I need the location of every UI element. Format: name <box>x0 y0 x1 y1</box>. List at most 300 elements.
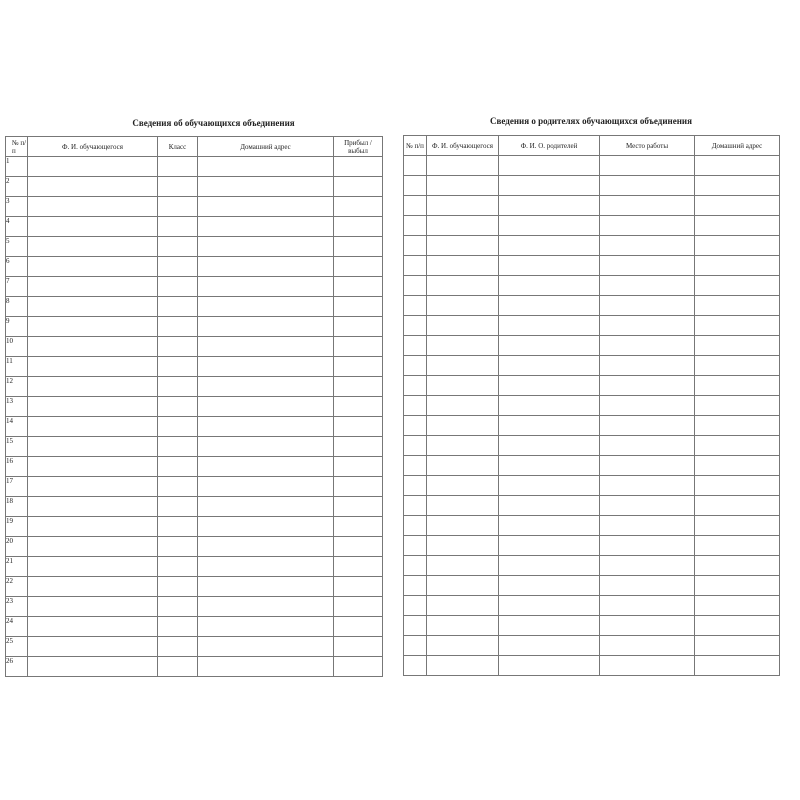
parent-names-cell[interactable] <box>499 156 600 176</box>
arrived-left-cell[interactable] <box>334 437 383 457</box>
parent-names-cell[interactable] <box>499 336 600 356</box>
column-header-workplace: Место работы <box>600 136 695 156</box>
students-header-row <box>6 137 383 157</box>
table-row <box>6 337 383 357</box>
table-row <box>6 257 383 277</box>
student-name-cell[interactable] <box>28 457 158 477</box>
parent-names-cell[interactable] <box>499 456 600 476</box>
home-address-cell[interactable] <box>198 557 334 577</box>
student-name-cell[interactable] <box>427 236 499 256</box>
number-cell[interactable] <box>404 216 427 236</box>
workplace-cell[interactable] <box>600 336 695 356</box>
class-cell[interactable] <box>158 617 198 637</box>
home-address-cell[interactable] <box>695 536 780 556</box>
class-cell[interactable] <box>158 497 198 517</box>
arrived-left-cell[interactable] <box>334 217 383 237</box>
student-name-cell[interactable] <box>28 657 158 677</box>
table-row <box>6 497 383 517</box>
table-row <box>6 297 383 317</box>
class-cell[interactable] <box>158 657 198 677</box>
workplace-cell[interactable] <box>600 596 695 616</box>
student-name-cell[interactable] <box>28 397 158 417</box>
student-name-cell[interactable] <box>28 217 158 237</box>
number-cell[interactable] <box>404 256 427 276</box>
home-address-cell[interactable] <box>695 356 780 376</box>
number-cell[interactable] <box>404 176 427 196</box>
parent-names-cell[interactable] <box>499 276 600 296</box>
home-address-cell[interactable] <box>198 197 334 217</box>
home-address-cell[interactable] <box>695 416 780 436</box>
student-name-cell[interactable] <box>427 416 499 436</box>
student-name-cell[interactable] <box>28 157 158 177</box>
home-address-cell[interactable] <box>198 577 334 597</box>
home-address-cell[interactable] <box>198 257 334 277</box>
number-cell[interactable] <box>404 276 427 296</box>
table-row <box>6 617 383 637</box>
home-address-cell[interactable] <box>695 236 780 256</box>
student-name-cell[interactable] <box>427 156 499 176</box>
number-cell[interactable] <box>404 316 427 336</box>
home-address-cell[interactable] <box>198 297 334 317</box>
table-row <box>404 176 780 196</box>
number-cell[interactable] <box>404 356 427 376</box>
table-row <box>6 657 383 677</box>
table-row <box>6 577 383 597</box>
home-address-cell[interactable] <box>198 317 334 337</box>
number-cell[interactable] <box>404 556 427 576</box>
number-cell[interactable] <box>404 236 427 256</box>
parent-names-cell[interactable] <box>499 436 600 456</box>
workplace-cell[interactable] <box>600 296 695 316</box>
home-address-cell[interactable] <box>198 357 334 377</box>
class-cell[interactable] <box>158 357 198 377</box>
table-row <box>404 296 780 316</box>
home-address-cell[interactable] <box>695 376 780 396</box>
number-cell[interactable] <box>404 656 427 676</box>
arrived-left-cell[interactable] <box>334 617 383 637</box>
arrived-left-cell[interactable] <box>334 177 383 197</box>
table-row <box>6 537 383 557</box>
student-name-cell[interactable] <box>427 396 499 416</box>
workplace-cell[interactable] <box>600 416 695 436</box>
class-cell[interactable] <box>158 157 198 177</box>
workplace-cell[interactable] <box>600 436 695 456</box>
workplace-cell[interactable] <box>600 456 695 476</box>
student-name-cell[interactable] <box>28 597 158 617</box>
home-address-cell[interactable] <box>695 516 780 536</box>
parent-names-cell[interactable] <box>499 636 600 656</box>
home-address-cell[interactable] <box>695 556 780 576</box>
home-address-cell[interactable] <box>695 636 780 656</box>
home-address-cell[interactable] <box>198 477 334 497</box>
home-address-cell[interactable] <box>198 397 334 417</box>
arrived-left-cell[interactable] <box>334 457 383 477</box>
parent-names-cell[interactable] <box>499 236 600 256</box>
table-row <box>6 197 383 217</box>
workplace-cell[interactable] <box>600 536 695 556</box>
column-header-number: № п/п <box>6 137 28 157</box>
table-row <box>404 416 780 436</box>
student-name-cell[interactable] <box>427 276 499 296</box>
student-name-cell[interactable] <box>427 596 499 616</box>
table-row <box>404 316 780 336</box>
arrived-left-cell[interactable] <box>334 517 383 537</box>
row-number: 13 <box>6 397 28 417</box>
arrived-left-cell[interactable] <box>334 537 383 557</box>
parent-names-cell[interactable] <box>499 216 600 236</box>
student-name-cell[interactable] <box>28 517 158 537</box>
student-name-cell[interactable] <box>427 316 499 336</box>
student-name-cell[interactable] <box>28 297 158 317</box>
parent-names-cell[interactable] <box>499 296 600 316</box>
home-address-cell[interactable] <box>695 396 780 416</box>
class-cell[interactable] <box>158 237 198 257</box>
table-row <box>404 496 780 516</box>
workplace-cell[interactable] <box>600 216 695 236</box>
table-row <box>6 177 383 197</box>
home-address-cell[interactable] <box>695 316 780 336</box>
students-table <box>5 136 383 677</box>
arrived-left-cell[interactable] <box>334 297 383 317</box>
number-cell[interactable] <box>404 476 427 496</box>
home-address-cell[interactable] <box>695 436 780 456</box>
student-name-cell[interactable] <box>28 357 158 377</box>
arrived-left-cell[interactable] <box>334 637 383 657</box>
home-address-cell[interactable] <box>198 417 334 437</box>
home-address-cell[interactable] <box>198 657 334 677</box>
row-number: 8 <box>6 297 28 317</box>
home-address-cell[interactable] <box>695 336 780 356</box>
student-name-cell[interactable] <box>427 336 499 356</box>
table-row <box>404 616 780 636</box>
workplace-cell[interactable] <box>600 316 695 336</box>
table-row <box>6 157 383 177</box>
home-address-cell[interactable] <box>198 537 334 557</box>
workplace-cell[interactable] <box>600 256 695 276</box>
home-address-cell[interactable] <box>198 177 334 197</box>
home-address-cell[interactable] <box>198 377 334 397</box>
home-address-cell[interactable] <box>695 156 780 176</box>
row-number: 25 <box>6 637 28 657</box>
table-row <box>6 557 383 577</box>
student-name-cell[interactable] <box>28 277 158 297</box>
row-number: 7 <box>6 277 28 297</box>
home-address-cell[interactable] <box>198 337 334 357</box>
number-cell[interactable] <box>404 156 427 176</box>
arrived-left-cell[interactable] <box>334 497 383 517</box>
workplace-cell[interactable] <box>600 396 695 416</box>
workplace-cell[interactable] <box>600 516 695 536</box>
table-row <box>6 217 383 237</box>
workplace-cell[interactable] <box>600 476 695 496</box>
row-number: 24 <box>6 617 28 637</box>
workplace-cell[interactable] <box>600 356 695 376</box>
number-cell[interactable] <box>404 436 427 456</box>
student-name-cell[interactable] <box>28 317 158 337</box>
student-name-cell[interactable] <box>427 556 499 576</box>
class-cell[interactable] <box>158 577 198 597</box>
student-name-cell[interactable] <box>427 436 499 456</box>
student-name-cell[interactable] <box>427 656 499 676</box>
home-address-cell[interactable] <box>695 216 780 236</box>
parent-names-cell[interactable] <box>499 516 600 536</box>
arrived-left-cell[interactable] <box>334 157 383 177</box>
student-name-cell[interactable] <box>28 577 158 597</box>
student-name-cell[interactable] <box>427 516 499 536</box>
student-name-cell[interactable] <box>28 257 158 277</box>
arrived-left-cell[interactable] <box>334 657 383 677</box>
home-address-cell[interactable] <box>198 597 334 617</box>
parent-names-cell[interactable] <box>499 596 600 616</box>
row-number: 23 <box>6 597 28 617</box>
student-name-cell[interactable] <box>427 196 499 216</box>
parent-names-cell[interactable] <box>499 356 600 376</box>
student-name-cell[interactable] <box>28 337 158 357</box>
class-cell[interactable] <box>158 457 198 477</box>
home-address-cell[interactable] <box>198 237 334 257</box>
arrived-left-cell[interactable] <box>334 577 383 597</box>
class-cell[interactable] <box>158 277 198 297</box>
parent-names-cell[interactable] <box>499 196 600 216</box>
parent-names-cell[interactable] <box>499 316 600 336</box>
class-cell[interactable] <box>158 477 198 497</box>
student-name-cell[interactable] <box>28 557 158 577</box>
student-name-cell[interactable] <box>28 477 158 497</box>
student-name-cell[interactable] <box>28 437 158 457</box>
row-number: 26 <box>6 657 28 677</box>
workplace-cell[interactable] <box>600 496 695 516</box>
workplace-cell[interactable] <box>600 616 695 636</box>
row-number: 18 <box>6 497 28 517</box>
parent-names-cell[interactable] <box>499 256 600 276</box>
table-row <box>404 236 780 256</box>
parents-header-row <box>404 136 780 156</box>
workplace-cell[interactable] <box>600 176 695 196</box>
student-name-cell[interactable] <box>427 456 499 476</box>
number-cell[interactable] <box>404 516 427 536</box>
class-cell[interactable] <box>158 317 198 337</box>
parent-names-cell[interactable] <box>499 376 600 396</box>
parents-sheet <box>403 115 779 676</box>
class-cell[interactable] <box>158 337 198 357</box>
arrived-left-cell[interactable] <box>334 477 383 497</box>
student-name-cell[interactable] <box>427 376 499 396</box>
class-cell[interactable] <box>158 557 198 577</box>
arrived-left-cell[interactable] <box>334 397 383 417</box>
student-name-cell[interactable] <box>427 476 499 496</box>
student-name-cell[interactable] <box>427 296 499 316</box>
home-address-cell[interactable] <box>198 637 334 657</box>
row-number: 21 <box>6 557 28 577</box>
arrived-left-cell[interactable] <box>334 377 383 397</box>
number-cell[interactable] <box>404 296 427 316</box>
number-cell[interactable] <box>404 416 427 436</box>
table-row <box>6 637 383 657</box>
number-cell[interactable] <box>404 576 427 596</box>
student-name-cell[interactable] <box>427 256 499 276</box>
table-row <box>404 196 780 216</box>
table-row <box>404 356 780 376</box>
home-address-cell[interactable] <box>198 277 334 297</box>
parents-table-body <box>404 156 780 676</box>
student-name-cell[interactable] <box>427 176 499 196</box>
column-header-student-name: Ф. И. обучающегося <box>28 137 158 157</box>
row-number: 15 <box>6 437 28 457</box>
parent-names-cell[interactable] <box>499 576 600 596</box>
column-header-home-address: Домашний адрес <box>198 137 334 157</box>
class-cell[interactable] <box>158 377 198 397</box>
home-address-cell[interactable] <box>695 476 780 496</box>
student-name-cell[interactable] <box>427 536 499 556</box>
workplace-cell[interactable] <box>600 656 695 676</box>
number-cell[interactable] <box>404 396 427 416</box>
class-cell[interactable] <box>158 437 198 457</box>
workplace-cell[interactable] <box>600 636 695 656</box>
arrived-left-cell[interactable] <box>334 597 383 617</box>
home-address-cell[interactable] <box>695 576 780 596</box>
home-address-cell[interactable] <box>695 496 780 516</box>
arrived-left-cell[interactable] <box>334 337 383 357</box>
student-name-cell[interactable] <box>28 377 158 397</box>
table-row <box>6 277 383 297</box>
workplace-cell[interactable] <box>600 276 695 296</box>
row-number: 22 <box>6 577 28 597</box>
home-address-cell[interactable] <box>695 296 780 316</box>
row-number: 9 <box>6 317 28 337</box>
parents-table <box>403 135 780 676</box>
table-row <box>404 556 780 576</box>
workplace-cell[interactable] <box>600 376 695 396</box>
class-cell[interactable] <box>158 297 198 317</box>
student-name-cell[interactable] <box>28 637 158 657</box>
student-name-cell[interactable] <box>28 537 158 557</box>
table-row <box>404 476 780 496</box>
student-name-cell[interactable] <box>28 177 158 197</box>
arrived-left-cell[interactable] <box>334 257 383 277</box>
student-name-cell[interactable] <box>427 616 499 636</box>
number-cell[interactable] <box>404 596 427 616</box>
class-cell[interactable] <box>158 397 198 417</box>
home-address-cell[interactable] <box>695 656 780 676</box>
class-cell[interactable] <box>158 257 198 277</box>
parent-names-cell[interactable] <box>499 556 600 576</box>
number-cell[interactable] <box>404 336 427 356</box>
arrived-left-cell[interactable] <box>334 417 383 437</box>
parent-names-cell[interactable] <box>499 656 600 676</box>
table-row <box>404 576 780 596</box>
home-address-cell[interactable] <box>198 157 334 177</box>
workplace-cell[interactable] <box>600 236 695 256</box>
home-address-cell[interactable] <box>695 456 780 476</box>
table-row <box>404 336 780 356</box>
column-header-student-name: Ф. И. обучающегося <box>427 136 499 156</box>
student-name-cell[interactable] <box>427 576 499 596</box>
table-row <box>404 456 780 476</box>
number-cell[interactable] <box>404 456 427 476</box>
students-sheet <box>5 117 382 677</box>
arrived-left-cell[interactable] <box>334 317 383 337</box>
home-address-cell[interactable] <box>198 497 334 517</box>
student-name-cell[interactable] <box>427 216 499 236</box>
row-number: 19 <box>6 517 28 537</box>
class-cell[interactable] <box>158 417 198 437</box>
table-row <box>404 636 780 656</box>
row-number: 5 <box>6 237 28 257</box>
home-address-cell[interactable] <box>198 457 334 477</box>
student-name-cell[interactable] <box>427 636 499 656</box>
student-name-cell[interactable] <box>28 497 158 517</box>
class-cell[interactable] <box>158 197 198 217</box>
class-cell[interactable] <box>158 517 198 537</box>
class-cell[interactable] <box>158 637 198 657</box>
home-address-cell[interactable] <box>198 217 334 237</box>
arrived-left-cell[interactable] <box>334 237 383 257</box>
number-cell[interactable] <box>404 536 427 556</box>
row-number: 3 <box>6 197 28 217</box>
number-cell[interactable] <box>404 196 427 216</box>
table-row <box>404 156 780 176</box>
number-cell[interactable] <box>404 376 427 396</box>
home-address-cell[interactable] <box>695 276 780 296</box>
home-address-cell[interactable] <box>695 616 780 636</box>
home-address-cell[interactable] <box>198 517 334 537</box>
home-address-cell[interactable] <box>695 596 780 616</box>
home-address-cell[interactable] <box>695 196 780 216</box>
student-name-cell[interactable] <box>28 617 158 637</box>
workplace-cell[interactable] <box>600 576 695 596</box>
parent-names-cell[interactable] <box>499 396 600 416</box>
workplace-cell[interactable] <box>600 196 695 216</box>
number-cell[interactable] <box>404 496 427 516</box>
number-cell[interactable] <box>404 636 427 656</box>
student-name-cell[interactable] <box>28 197 158 217</box>
parent-names-cell[interactable] <box>499 416 600 436</box>
parent-names-cell[interactable] <box>499 176 600 196</box>
workplace-cell[interactable] <box>600 556 695 576</box>
class-cell[interactable] <box>158 537 198 557</box>
parent-names-cell[interactable] <box>499 476 600 496</box>
table-row <box>6 457 383 477</box>
table-row <box>404 376 780 396</box>
class-cell[interactable] <box>158 177 198 197</box>
class-cell[interactable] <box>158 217 198 237</box>
parent-names-cell[interactable] <box>499 616 600 636</box>
number-cell[interactable] <box>404 616 427 636</box>
arrived-left-cell[interactable] <box>334 557 383 577</box>
row-number: 11 <box>6 357 28 377</box>
parent-names-cell[interactable] <box>499 536 600 556</box>
arrived-left-cell[interactable] <box>334 357 383 377</box>
row-number: 17 <box>6 477 28 497</box>
arrived-left-cell[interactable] <box>334 277 383 297</box>
table-row <box>6 477 383 497</box>
student-name-cell[interactable] <box>28 237 158 257</box>
student-name-cell[interactable] <box>427 496 499 516</box>
student-name-cell[interactable] <box>28 417 158 437</box>
table-row <box>6 357 383 377</box>
parent-names-cell[interactable] <box>499 496 600 516</box>
table-row <box>6 417 383 437</box>
home-address-cell[interactable] <box>198 437 334 457</box>
arrived-left-cell[interactable] <box>334 197 383 217</box>
home-address-cell[interactable] <box>695 256 780 276</box>
home-address-cell[interactable] <box>695 176 780 196</box>
table-row <box>6 377 383 397</box>
home-address-cell[interactable] <box>198 617 334 637</box>
workplace-cell[interactable] <box>600 156 695 176</box>
student-name-cell[interactable] <box>427 356 499 376</box>
class-cell[interactable] <box>158 597 198 617</box>
